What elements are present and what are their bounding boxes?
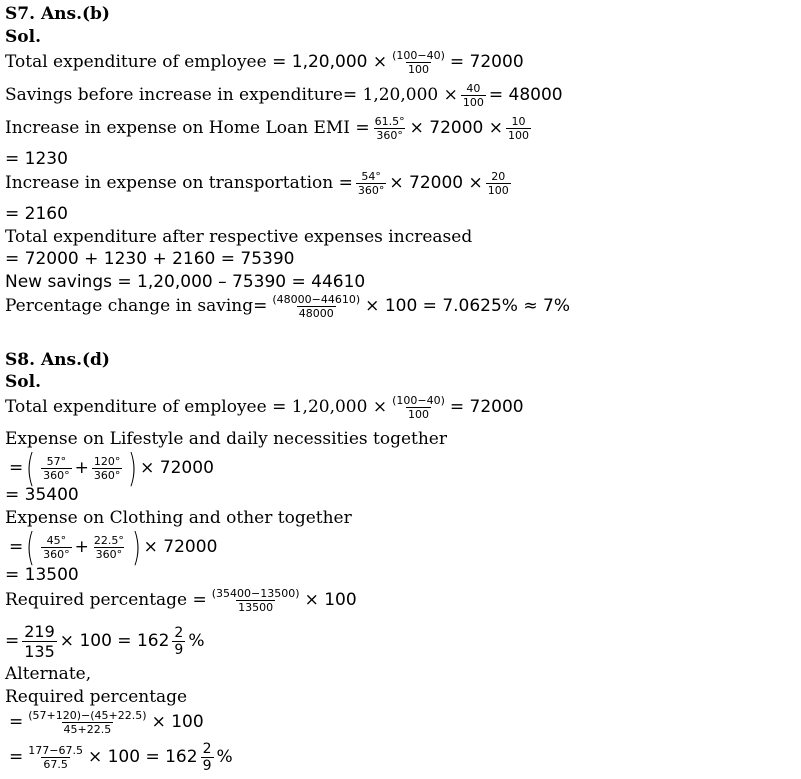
s7-line-percentage-change	[5, 293, 570, 320]
s7-l5-fraction-2	[486, 170, 511, 197]
s7-l1-denominator: 100	[408, 63, 429, 76]
s7-l5-numerator-1: 54°	[361, 170, 381, 183]
s8-l13-fraction	[26, 744, 85, 771]
s8-l9-numerator: 219	[24, 622, 55, 641]
s8-l6-result: × 72000	[143, 536, 218, 557]
s8-l1-numerator: (100−40)	[392, 394, 445, 407]
s7-l1-fraction	[390, 49, 447, 76]
s8-l1-text: Total expenditure of employee = 1,20,000 ×	[5, 397, 388, 417]
s8-l1-fraction	[390, 394, 447, 421]
s8-line-total-expenditure	[5, 394, 524, 421]
s8-l9-frac-part	[172, 625, 185, 658]
s7-l10-fraction	[270, 293, 362, 320]
s8-l12-result: × 100	[151, 712, 204, 732]
s7-l5-numerator-2: 20	[491, 170, 506, 183]
s8-l12-numerator: (57+120)−(45+22.5)	[28, 709, 147, 722]
solution-page	[5, 0, 801, 779]
s7-l5-mid: × 72000 ×	[389, 173, 483, 193]
s8-l8-result: × 100	[304, 590, 357, 610]
s8-l1-denominator: 100	[407, 408, 429, 421]
s8-line-required-percentage	[5, 587, 357, 614]
s8-l13-frac-denominator: 9	[202, 758, 212, 774]
s8-l12-denominator: 45+22.5	[63, 723, 112, 736]
s8-l9-fraction	[22, 622, 57, 661]
s7-l1-text: Total expenditure of employee =	[5, 52, 287, 72]
s7-line-total-expenditure	[5, 49, 524, 76]
s7-l3-denominator-1: 360°	[376, 129, 403, 142]
s7-l2-result: = 48000	[488, 85, 563, 105]
s8-l6-numerator-2: 22.5°	[93, 533, 124, 547]
s8-l1-result: = 72000	[449, 397, 524, 417]
s7-l5-fraction-1	[356, 170, 387, 197]
s7-line-savings	[5, 82, 563, 109]
s7-l10-denominator: 48000	[298, 307, 334, 320]
s7-l3-fraction-1	[373, 115, 407, 142]
s7-l1-result: = 72000	[449, 52, 524, 72]
s8-l13-denominator: 67.5	[43, 758, 68, 771]
s8-line-13500: = 13500	[5, 565, 79, 585]
s8-l8-numerator: (35400−13500)	[211, 587, 300, 600]
s7-l5-text: Increase in expense on transportation =	[5, 173, 353, 193]
s8-l6-equals: =	[9, 536, 24, 557]
s8-l13-mid: × 100 = 162	[87, 747, 198, 767]
s8-l3-plus: +	[74, 457, 89, 478]
s7-l1-numerator: (100−40)	[392, 49, 445, 62]
s8-sol-label: Sol.	[5, 372, 41, 392]
s8-heading: S8. Ans.(d)	[5, 350, 110, 370]
s8-l13-equals: =	[9, 747, 24, 767]
s8-l9-denominator: 135	[24, 642, 55, 661]
s8-l8-text: Required percentage =	[5, 590, 207, 610]
s8-l9-frac-numerator: 2	[174, 625, 184, 641]
s8-l13-percent: %	[216, 747, 233, 767]
s8-line-lifestyle: Expense on Lifestyle and daily necessities together	[5, 429, 447, 449]
s8-l6-numerator-1: 45°	[46, 533, 67, 547]
s8-l12-equals: =	[9, 712, 24, 732]
s8-l9-frac-denominator: 9	[174, 642, 184, 658]
s8-line-required-percentage-2: Required percentage	[5, 687, 188, 707]
s8-l6-fraction-1	[41, 534, 72, 561]
s7-line-1230: = 1230	[5, 149, 68, 169]
s8-l3-denominator-1: 360°	[43, 468, 70, 482]
s7-l10-result: × 100 = 7.0625% ≈ 7%	[365, 296, 570, 316]
s8-line-219-135	[5, 622, 204, 661]
s7-l1-expr: 1,20,000 ×	[291, 52, 388, 72]
s8-l3-equals: =	[9, 457, 24, 478]
s7-l10-numerator: (48000−44610)	[272, 293, 361, 306]
s8-l3-fraction-2	[92, 455, 123, 482]
s8-l8-denominator: 13500	[238, 601, 274, 614]
s7-sol-label: Sol.	[5, 27, 41, 47]
s8-l3-paren-open: (	[26, 446, 36, 490]
s7-l2-fraction	[461, 82, 486, 109]
s8-l13-frac-part	[201, 741, 214, 774]
s7-line-total-after: Total expenditure after respective expenses increased	[5, 227, 473, 247]
s8-l8-fraction	[210, 587, 302, 614]
s8-line-lifestyle-calc	[5, 446, 214, 490]
s8-l13-frac-numerator: 2	[202, 741, 212, 757]
s8-l6-paren-close: )	[131, 525, 141, 569]
s8-line-clothing: Expense on Clothing and other together	[5, 508, 352, 528]
s7-l2-text: Savings before increase in expenditure= 1,20,000 ×	[5, 85, 458, 105]
s8-l6-plus: +	[74, 536, 89, 557]
s7-l2-denominator: 100	[462, 96, 484, 109]
s8-l13-mixed-fraction	[198, 741, 217, 774]
s8-line-clothing-calc	[5, 525, 218, 569]
s7-line-sum: = 72000 + 1230 + 2160 = 75390	[5, 249, 295, 269]
s7-l5-denominator-1: 360°	[357, 184, 385, 197]
s8-l3-denominator-2: 360°	[93, 468, 121, 482]
s8-l3-paren-close: )	[128, 446, 138, 490]
s8-l6-fraction-2	[92, 534, 126, 561]
s8-l9-mid: × 100 = 162	[59, 631, 170, 651]
s8-l13-numerator: 177−67.5	[28, 744, 83, 757]
s8-l9-mixed-fraction	[169, 625, 188, 658]
s8-l3-fraction-1	[41, 455, 72, 482]
s7-line-home-loan	[5, 115, 534, 142]
s7-l5-denominator-2: 100	[487, 184, 509, 197]
s7-line-new-savings: New savings = 1,20,000 – 75390 = 44610	[5, 272, 366, 292]
s8-line-alternate: Alternate,	[5, 664, 92, 684]
s8-l3-numerator-1: 57°	[46, 454, 67, 468]
s8-l12-fraction	[26, 709, 148, 736]
s7-l10-text: Percentage change in saving=	[5, 296, 268, 316]
s7-l2-numerator: 40	[466, 82, 481, 95]
s7-l3-text: Increase in expense on Home Loan EMI =	[5, 118, 370, 138]
s7-line-2160: = 2160	[5, 204, 68, 224]
s7-line-transportation	[5, 170, 514, 197]
s8-l6-paren-open: (	[26, 525, 36, 569]
s8-l9-equals: =	[5, 631, 20, 651]
s8-line-final	[5, 741, 233, 774]
s7-l3-numerator-1: 61.5°	[374, 115, 405, 128]
s7-heading: S7. Ans.(b)	[5, 4, 110, 24]
s8-l9-percent: %	[188, 631, 205, 651]
s7-l3-mid: × 72000 ×	[409, 118, 504, 138]
s8-l3-result: × 72000	[140, 457, 214, 478]
s8-l3-numerator-2: 120°	[93, 454, 121, 468]
s7-l3-denominator-2: 100	[508, 129, 530, 142]
s8-l6-denominator-2: 360°	[95, 547, 123, 561]
s8-l6-denominator-1: 360°	[43, 547, 70, 561]
s8-line-alternate-calc	[5, 709, 204, 736]
s7-l3-fraction-2	[506, 115, 531, 142]
s8-line-35400: = 35400	[5, 485, 79, 505]
s7-l3-numerator-2: 10	[511, 115, 526, 128]
